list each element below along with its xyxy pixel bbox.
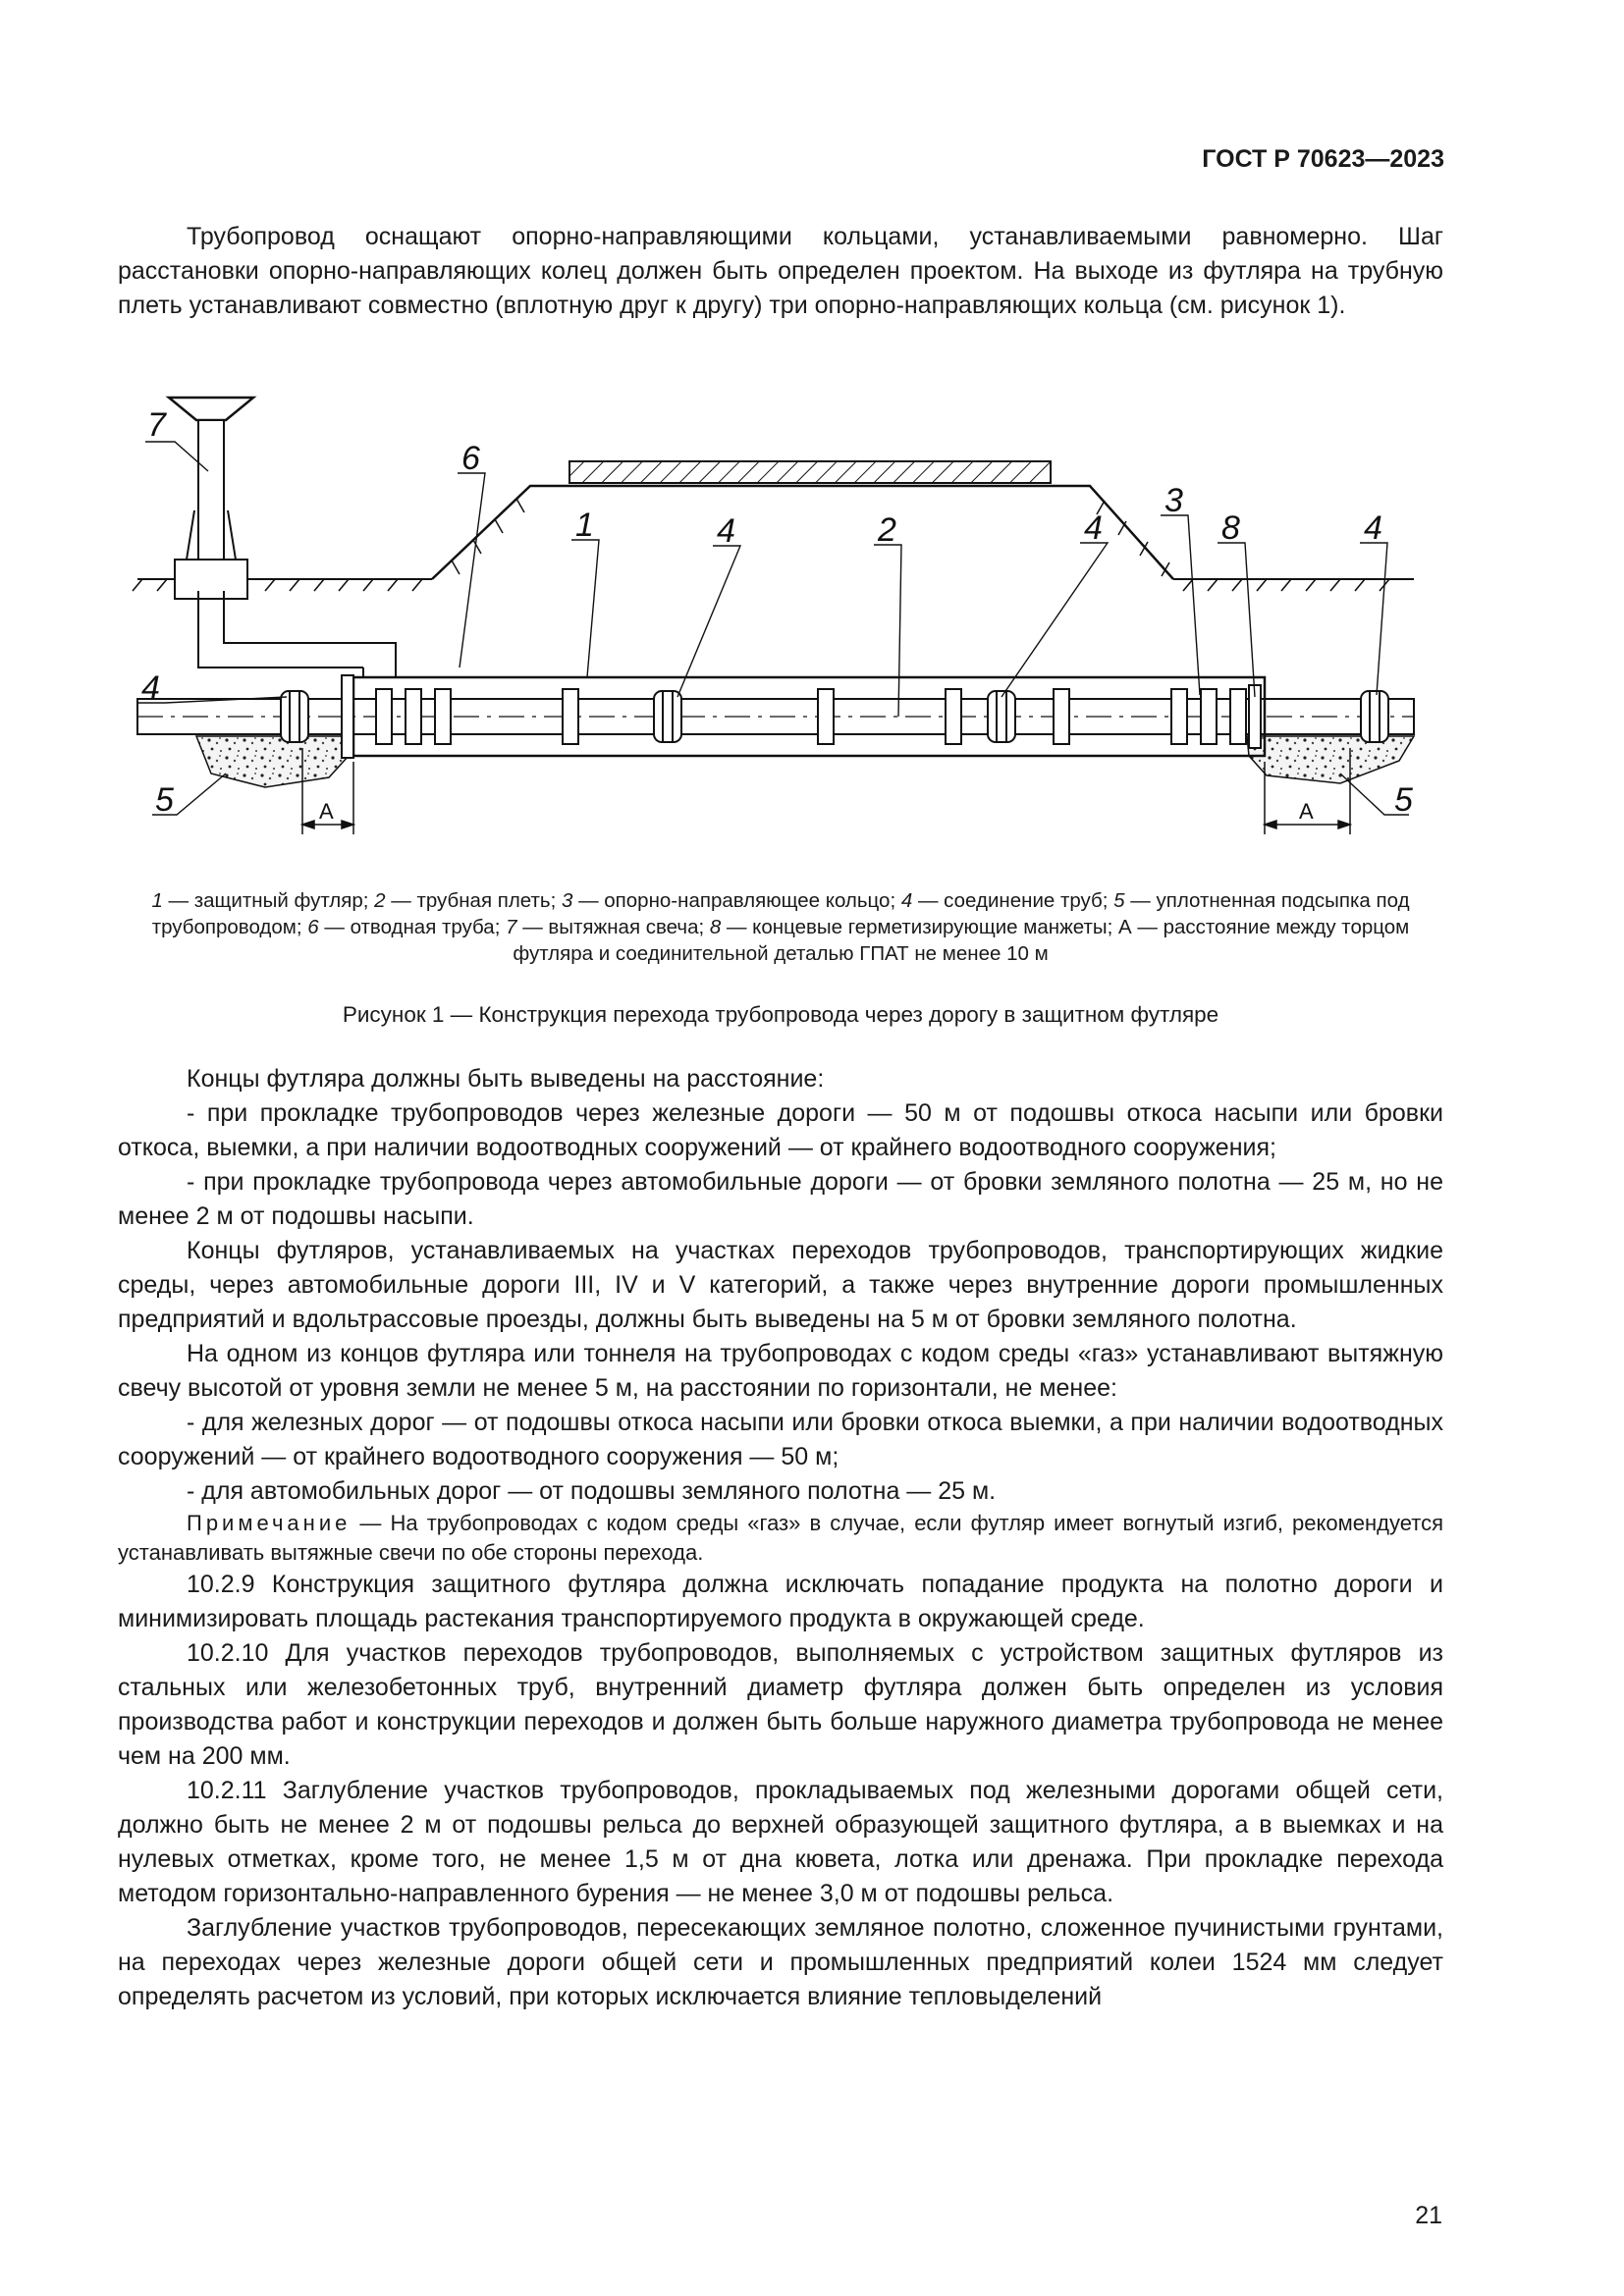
paragraph: 10.2.10 Для участков переходов трубопроводов, выполняемых с устройством защитных футляров из стальных или железобетонных труб, внутренний диаметр футляра должен быть определен из условия производства работ и конструкции переходов и должен быть больше наружного диаметра трубопровода не менее чем на 200 мм. [118,1639,1443,1770]
outlet-pipe [198,591,396,677]
document-header: ГОСТ Р 70623—2023 [1202,145,1444,173]
note-label: Примечание [187,1511,352,1535]
legend-num: 2 [374,889,386,912]
label-1: 1 [575,507,594,544]
list-item: - для железных дорог — от подошвы откоса насыпи или бровки откоса выемки, а при наличии водоотводных сооружений — от крайнего водоотводного сооружения — 50 м; [118,1409,1443,1470]
vent-stack [169,398,253,599]
list-item: - при прокладке трубопроводов через железные дороги — 50 м от подошвы откоса насыпи или бровки откоса, выемки, а при наличии водоотводных сооружений — от крайнего водоотводного сооружения; [118,1099,1443,1161]
list-item: - при прокладке трубопровода через автомобильные дороги — от бровки земляного полотна — 25 м, но не менее 2 м от подошвы насыпи. [118,1168,1443,1230]
legend-num: 4 [900,889,913,912]
legend-text: — отводная труба; [318,916,507,938]
list-item: - для автомобильных дорог — от подошвы земляного полотна — 25 м. [187,1477,997,1505]
label-4-left: 4 [141,669,160,707]
legend-text: — вытяжная свеча; [516,916,710,938]
label-6: 6 [461,440,480,477]
paragraph: На одном из концов футляра или тоннеля на трубопроводах с кодом среды «газ» устанавливают вытяжную свечу высотой от уровня земли не менее 5 м, на расстоянии по горизонтали, не менее: [118,1340,1443,1402]
label-3: 3 [1164,482,1183,519]
figure-legend [118,887,1443,967]
legend-num: 7 [506,916,517,938]
figure-title: Рисунок 1 — Конструкция перехода трубопровода через дорогу в защитном футляре [342,1002,1219,1027]
legend-text: — трубная плеть; [385,889,562,912]
legend-text: — уплотненная подсыпка под трубопроводом; [151,889,1410,938]
road-embankment [432,486,1173,579]
legend-text: — защитный футляр; [162,889,375,912]
label-4-right: 4 [1084,509,1103,547]
paragraph: Концы футляров, устанавливаемых на участках переходов трубопроводов, транспортирующих жидкие среды, через автомобильные дороги III, IV и V категорий, а также через внутренние дороги промышленных предприятий и вдольтрассовые проезды, должны быть выведены на 5 м от бровки земляного полотна. [118,1237,1443,1333]
dimension-a [302,748,1350,834]
legend-num: 5 [1113,889,1125,912]
figure-pipeline-crossing-diagram [118,383,1443,864]
main-text [118,1062,1443,2014]
road-surface [569,461,1051,483]
dimension-label-a-right: А [1299,799,1314,824]
legend-num: 1 [151,889,163,912]
label-2: 2 [878,511,896,549]
dimension-label-a-left: А [319,799,334,824]
label-5-left: 5 [155,781,174,819]
page-number: 21 [1415,2202,1442,2229]
paragraph: Концы футляра должны быть выведены на расстояние: [187,1065,825,1093]
label-5-right: 5 [1394,781,1413,819]
paragraph: Заглубление участков трубопроводов, пересекающих земляное полотно, сложенное пучинистыми грунтами, на переходах через железные дороги общей сети и промышленных предприятий колеи 1524 мм следует определять расчетом из условий, при которых исключается влияние тепловыделений [118,1914,1443,2010]
paragraph: Трубопровод оснащают опорно-направляющими кольцами, устанавливаемыми равномерно. Шаг расстановки опорно-направляющих колец должен быть определен проектом. На выходе из футляра на трубную плеть устанавливают совместно (вплотную друг к другу) три опорно-направляющих кольца (см. рисунок 1). [118,223,1443,319]
legend-text: — концевые герметизирующие манжеты; А — расстояние между торцом футляра и соединительной деталью ГПАТ не менее 10 м [513,916,1410,965]
legend-num: 3 [561,889,573,912]
legend-num: 6 [307,916,319,938]
note [118,1509,1443,1568]
note-text: — На трубопроводах с кодом среды «газ» в случае, если футляр имеет вогнутый изгиб, рекомендуется устанавливать вытяжные свечи по обе стороны перехода. [118,1511,1443,1565]
label-8: 8 [1221,509,1240,547]
label-4-mid: 4 [717,512,735,550]
carrier-pipe [137,699,1414,734]
legend-text: — опорно-направляющее кольцо; [572,889,901,912]
ground-line-right [1173,579,1414,591]
legend-text: — соединение труб; [912,889,1114,912]
legend-num: 8 [709,916,722,938]
label-7: 7 [147,406,166,444]
intro-section [118,220,1443,323]
label-4-far-right: 4 [1364,509,1382,547]
paragraph: 10.2.11 Заглубление участков трубопроводов, прокладываемых под железными дорогами общей сети, должно быть не менее 2 м от подошвы рельса до верхней образующей защитного футляра, а в выемках и на нулевых отметках, кроме того, не менее 1,5 м от дна кювета, лотка или дренажа. При прокладке перехода методом горизонтально-направленного бурения — не менее 3,0 м от подошвы рельса. [118,1777,1443,1907]
paragraph: 10.2.9 Конструкция защитного футляра должна исключать попадание продукта на полотно дороги и минимизировать площадь растекания транспортируемого продукта в окружающей среде. [118,1571,1443,1632]
